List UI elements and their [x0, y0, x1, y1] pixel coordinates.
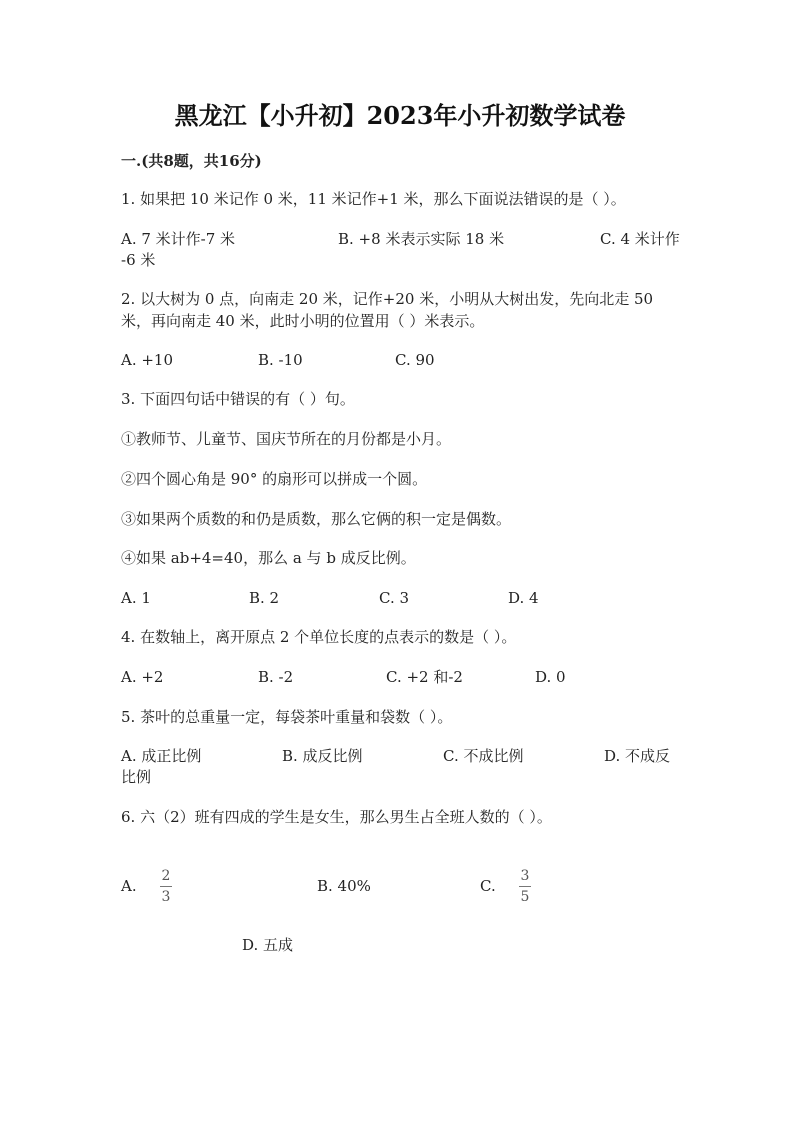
q5-option-a: A. 成正比例	[121, 747, 202, 765]
q2-option-c: C. 90	[395, 351, 435, 369]
q6-stem: 6. 六（2）班有四成的学生是女生，那么男生占全班人数的（ ）。	[121, 808, 552, 826]
section-heading: 一.(共8题，共16分)	[121, 152, 262, 170]
q4-stem: 4. 在数轴上，离开原点 2 个单位长度的点表示的数是（ ）。	[121, 628, 517, 646]
q3-option-a: A. 1	[121, 589, 151, 607]
q6-option-c-denominator: 5	[520, 889, 530, 905]
q2-stem-line1: 2. 以大树为 0 点，向南走 20 米，记作+20 米，小明从大树出发，先向北走 50	[121, 290, 654, 308]
q3-option-d: D. 4	[508, 589, 539, 607]
q3-statement-4: ④如果 ab+4=40，那么 a 与 b 成反比例。	[121, 549, 416, 567]
q3-stem: 3. 下面四句话中错误的有（ ）句。	[121, 390, 355, 408]
q5-option-c: C. 不成比例	[443, 747, 524, 765]
q6-option-a-numerator: 2	[161, 868, 171, 884]
q4-option-a: A. +2	[121, 668, 164, 686]
q4-option-b: B. -2	[258, 668, 294, 686]
q6-option-c-label: C.	[480, 877, 496, 895]
q3-option-c: C. 3	[379, 589, 410, 607]
q3-statement-1: ①教师节、儿童节、国庆节所在的月份都是小月。	[121, 430, 452, 448]
q2-stem-line2: 米，再向南走 40 米，此时小明的位置用（ ）米表示。	[121, 312, 485, 330]
q1-option-b: B. +8 米表示实际 18 米	[338, 230, 505, 248]
q2-option-b: B. -10	[258, 351, 303, 369]
q2-option-a: A. +10	[121, 351, 174, 369]
q5-option-d-continued: 比例	[121, 768, 152, 786]
q6-option-c-fraction	[519, 868, 531, 905]
fraction-bar	[519, 886, 531, 887]
q5-option-b: B. 成反比例	[282, 747, 363, 765]
q5-stem: 5. 茶叶的总重量一定，每袋茶叶重量和袋数（ ）。	[121, 708, 453, 726]
q6-option-d: D. 五成	[242, 936, 294, 954]
q5-option-d: D. 不成反	[604, 747, 671, 765]
q6-option-c-numerator: 3	[520, 868, 530, 884]
q6-option-a-label: A.	[121, 877, 137, 895]
q6-option-a-fraction	[160, 868, 172, 905]
q6-option-a-denominator: 3	[161, 889, 171, 905]
q4-option-c: C. +2 和-2	[386, 668, 463, 686]
q6-option-b: B. 40%	[317, 877, 371, 895]
exam-title: 黑龙江【小升初】2023年小升初数学试卷	[174, 101, 626, 130]
q3-statement-2: ②四个圆心角是 90° 的扇形可以拼成一个圆。	[121, 470, 428, 488]
q1-option-a: A. 7 米计作-7 米	[121, 230, 236, 248]
q1-option-c-continued: -6 米	[121, 251, 156, 269]
q1-stem: 1. 如果把 10 米记作 0 米，11 米记作+1 米，那么下面说法错误的是（ ）。	[121, 190, 626, 208]
fraction-bar	[160, 886, 172, 887]
q4-option-d: D. 0	[535, 668, 566, 686]
q1-option-c: C. 4 米计作	[600, 230, 680, 248]
q3-statement-3: ③如果两个质数的和仍是质数，那么它俩的积一定是偶数。	[121, 510, 512, 528]
q3-option-b: B. 2	[249, 589, 280, 607]
